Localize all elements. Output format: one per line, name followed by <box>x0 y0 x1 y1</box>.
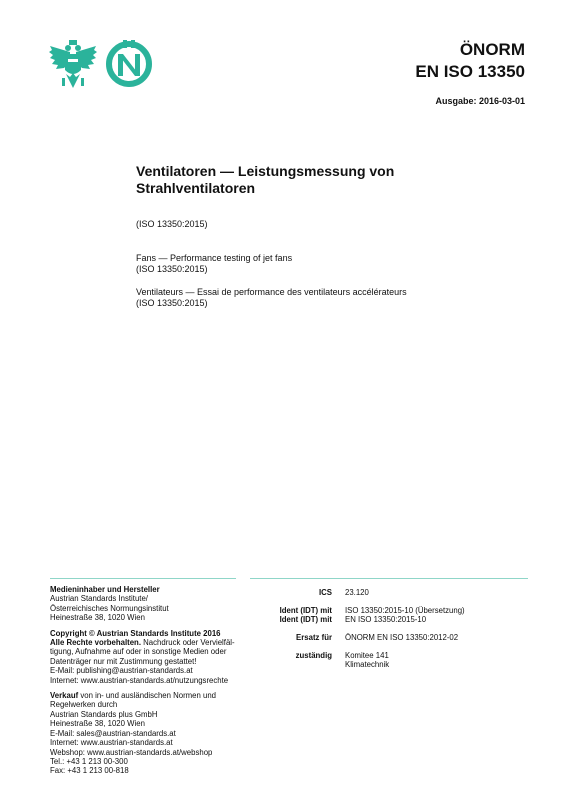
responsible-label: zuständig <box>295 651 332 660</box>
title-line-1: Ventilatoren — Leistungsmessung von <box>136 163 395 179</box>
divider-right <box>250 578 528 579</box>
sales-block <box>50 691 250 776</box>
sales-line-4: Heinestraße 38, 1020 Wien <box>50 719 145 729</box>
copyright-rights-line <box>50 638 250 647</box>
standard-name: ÖNORM <box>459 40 525 59</box>
english-title <box>136 253 516 275</box>
ics-label: ICS <box>319 588 332 597</box>
sales-heading-line <box>50 691 250 700</box>
copyright-internet: Internet: www.austrian-standards.at/nutzungsrechte <box>50 675 229 685</box>
sales-heading-rest: von in- und ausländischen Normen und <box>78 691 217 701</box>
publisher-heading: Medieninhaber und Hersteller <box>50 585 160 594</box>
publisher-line-3: Heinestraße 38, 1020 Wien <box>50 613 145 623</box>
ident-2-value: EN ISO 13350:2015-10 <box>345 615 427 624</box>
replaces-value: ÖNORM EN ISO 13350:2012-02 <box>345 633 459 642</box>
iso-reference: (ISO 13350:2015) <box>136 219 208 229</box>
french-title-text: Ventilateurs — Essai de performance des ventilateurs accélérateurs <box>136 287 407 297</box>
publisher-line-1: Austrian Standards Institute/ <box>50 594 148 604</box>
rights-reserved: Alle Rechte vorbehalten. <box>50 638 141 648</box>
copyright-block <box>50 629 250 685</box>
sales-line-3: Austrian Standards plus GmbH <box>50 709 158 719</box>
sales-heading: Verkauf <box>50 691 79 701</box>
english-title-text: Fans — Performance testing of jet fans <box>136 253 293 263</box>
publisher-block <box>50 585 250 623</box>
sales-internet: Internet: www.austrian-standards.at <box>50 738 173 748</box>
sales-tel: Tel.: +43 1 213 00-300 <box>50 756 128 766</box>
sales-webshop: Webshop: www.austrian-standards.at/webshop <box>50 747 213 757</box>
french-title <box>136 287 516 309</box>
austrian-eagle-icon <box>48 40 98 92</box>
ident-2-label: Ident (IDT) mit <box>279 615 332 624</box>
document-title <box>136 163 466 197</box>
standard-number: EN ISO 13350 <box>415 62 525 81</box>
copyright-line-2: tigung, Aufnahme auf oder in sonstige Medien oder <box>50 647 227 657</box>
on-logo-icon <box>105 40 153 88</box>
title-line-2: Strahlventilatoren <box>136 180 256 196</box>
ident-1-label: Ident (IDT) mit <box>279 606 332 615</box>
responsible-value-2: Klimatechnik <box>345 660 390 669</box>
responsible-value-1: Komitee 141 <box>345 651 389 660</box>
copyright-heading: Copyright © Austrian Standards Institute 2016 <box>50 628 221 638</box>
sales-fax: Fax: +43 1 213 00-818 <box>50 766 129 776</box>
imprint-column <box>50 585 250 782</box>
english-title-ref: (ISO 13350:2015) <box>136 264 208 274</box>
ident-1-value: ISO 13350:2015-10 (Übersetzung) <box>345 606 465 615</box>
sales-email: E-Mail: sales@austrian-standards.at <box>50 728 176 738</box>
copyright-line-3: Datenträger nur mit Zustimmung gestattet! <box>50 656 197 666</box>
sales-line-2: Regelwerken durch <box>50 700 118 710</box>
ics-value: 23.120 <box>345 588 369 597</box>
publisher-line-2: Österreichisches Normungsinstitut <box>50 603 169 613</box>
divider-left <box>50 578 236 579</box>
copyright-email: E-Mail: publishing@austrian-standards.at <box>50 666 193 676</box>
french-title-ref: (ISO 13350:2015) <box>136 298 208 308</box>
replaces-label: Ersatz für <box>296 633 332 642</box>
edition-date: Ausgabe: 2016-03-01 <box>435 96 525 106</box>
rights-rest: Nachdruck oder Vervielfäl- <box>141 638 235 648</box>
